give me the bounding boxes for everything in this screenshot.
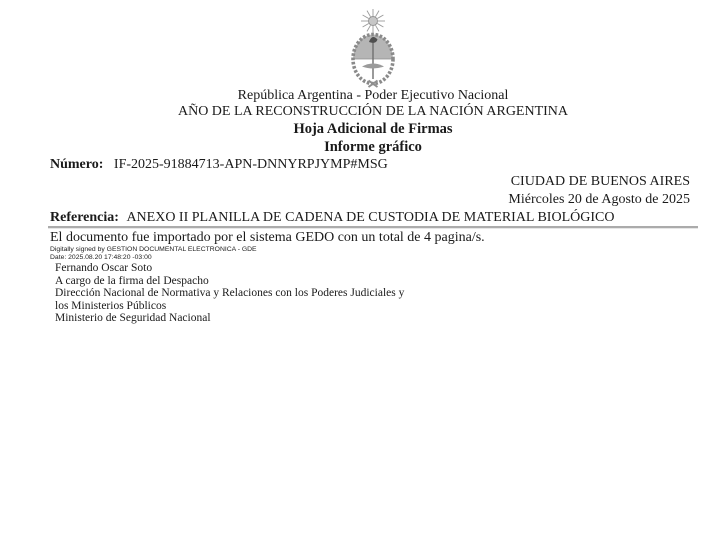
digital-signature-signed-by: Digitally signed by GESTION DOCUMENTAL ELECTRONICA - GDE	[50, 246, 257, 253]
signer-name: Fernando Oscar Soto	[55, 262, 153, 274]
document-title: Hoja Adicional de Firmas	[293, 121, 453, 137]
body-text: El documento fue importado por el sistema GEDO con un total de 4 pagina/s.	[50, 230, 485, 245]
sun-face	[369, 17, 378, 26]
digital-signature-stamp	[48, 246, 698, 262]
signer-ministry: Ministerio de Seguridad Nacional	[55, 312, 211, 324]
city-line: CIUDAD DE BUENOS AIRES	[510, 174, 690, 189]
reference-label: Referencia:	[50, 210, 119, 225]
signer-role: A cargo de la firma del Despacho	[55, 274, 209, 287]
document-page	[48, 0, 698, 325]
country-line: República Argentina - Poder Ejecutivo Nacional	[237, 88, 509, 103]
year-motto: AÑO DE LA RECONSTRUCCIÓN DE LA NACIÓN ARGENTINA	[177, 104, 569, 119]
reference-line	[48, 209, 698, 226]
digital-signature-date: Date: 2025.08.20 17:48:20 -03:00	[50, 254, 152, 261]
argentina-coat-of-arms-icon	[340, 8, 406, 88]
document-subtitle: Informe gráfico	[324, 139, 422, 155]
document-number-line	[48, 156, 698, 173]
clasped-hands	[362, 64, 384, 69]
number-label: Número:	[50, 157, 104, 172]
signer-office-line2: los Ministerios Públicos	[55, 299, 167, 312]
number-value: IF-2025-91884713-APN-DNNYRPJYMP#MSG	[113, 157, 388, 172]
date-line: Miércoles 20 de Agosto de 2025	[508, 192, 690, 207]
reference-value: ANEXO II PLANILLA DE CADENA DE CUSTODIA DE MATERIAL BIOLÓGICO	[126, 210, 615, 225]
signer-office-line1: Dirección Nacional de Normativa y Relaciones con los Poderes Judiciales y	[55, 287, 405, 299]
place-date-block	[48, 173, 698, 209]
signer-block	[48, 262, 698, 325]
